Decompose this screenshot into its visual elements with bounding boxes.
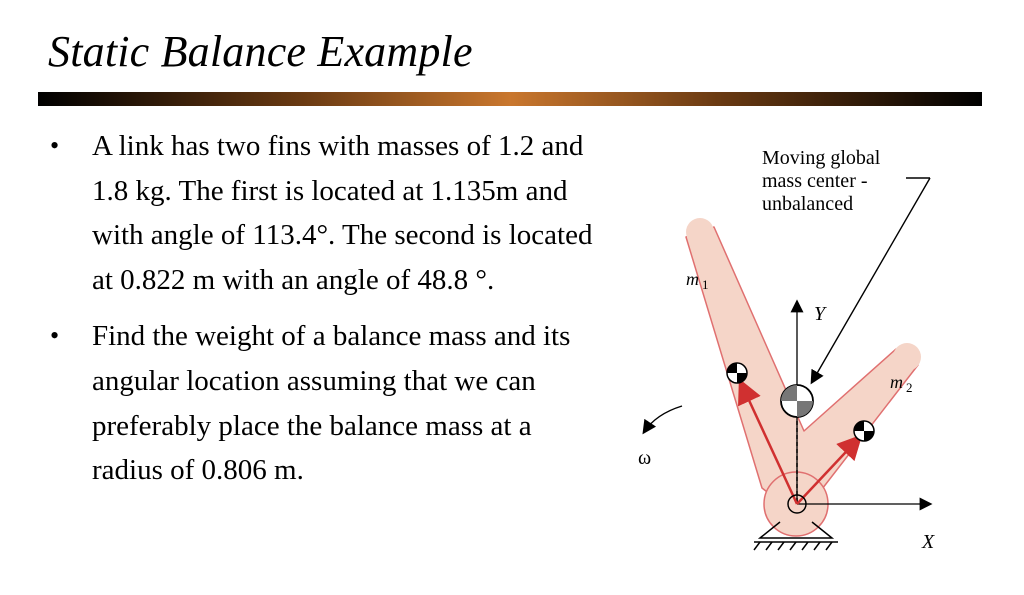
v-link [686, 218, 921, 536]
slide-title: Static Balance Example [48, 27, 473, 76]
global-mass-center-symbol [781, 385, 813, 417]
y-axis-label: Y [814, 303, 826, 325]
mass-symbol-m2 [854, 421, 874, 441]
bullet-list [44, 124, 604, 505]
title-underline-bar [38, 92, 982, 106]
bullet-text-1: A link has two fins with masses of 1.2 and 1.8 kg. The first is located at 1.135m and with angle of 113.4°. The second is located at 0.822 m with an angle of 48.8 °. [92, 130, 593, 296]
bullet-item-2 [44, 314, 604, 492]
bullet-marker: • [50, 131, 60, 160]
x-axis-label: X [922, 531, 935, 553]
bullet-text-2: Find the weight of a balance mass and its angular location assuming that we can preferably place the balance mass at a radius of 0.806 m. [92, 320, 571, 487]
static-balance-diagram [600, 130, 960, 570]
rotation-arrow [644, 406, 682, 432]
bullet-marker: • [50, 321, 60, 351]
m2-label: m $_2$ [890, 372, 913, 395]
callout-text: Moving global mass center - unbalanced [762, 147, 881, 215]
m1-label: m $_1$ [686, 269, 709, 292]
mass-symbol-m1 [727, 363, 747, 383]
bullet-item-1 [44, 124, 604, 302]
omega-label: ω [638, 447, 652, 469]
